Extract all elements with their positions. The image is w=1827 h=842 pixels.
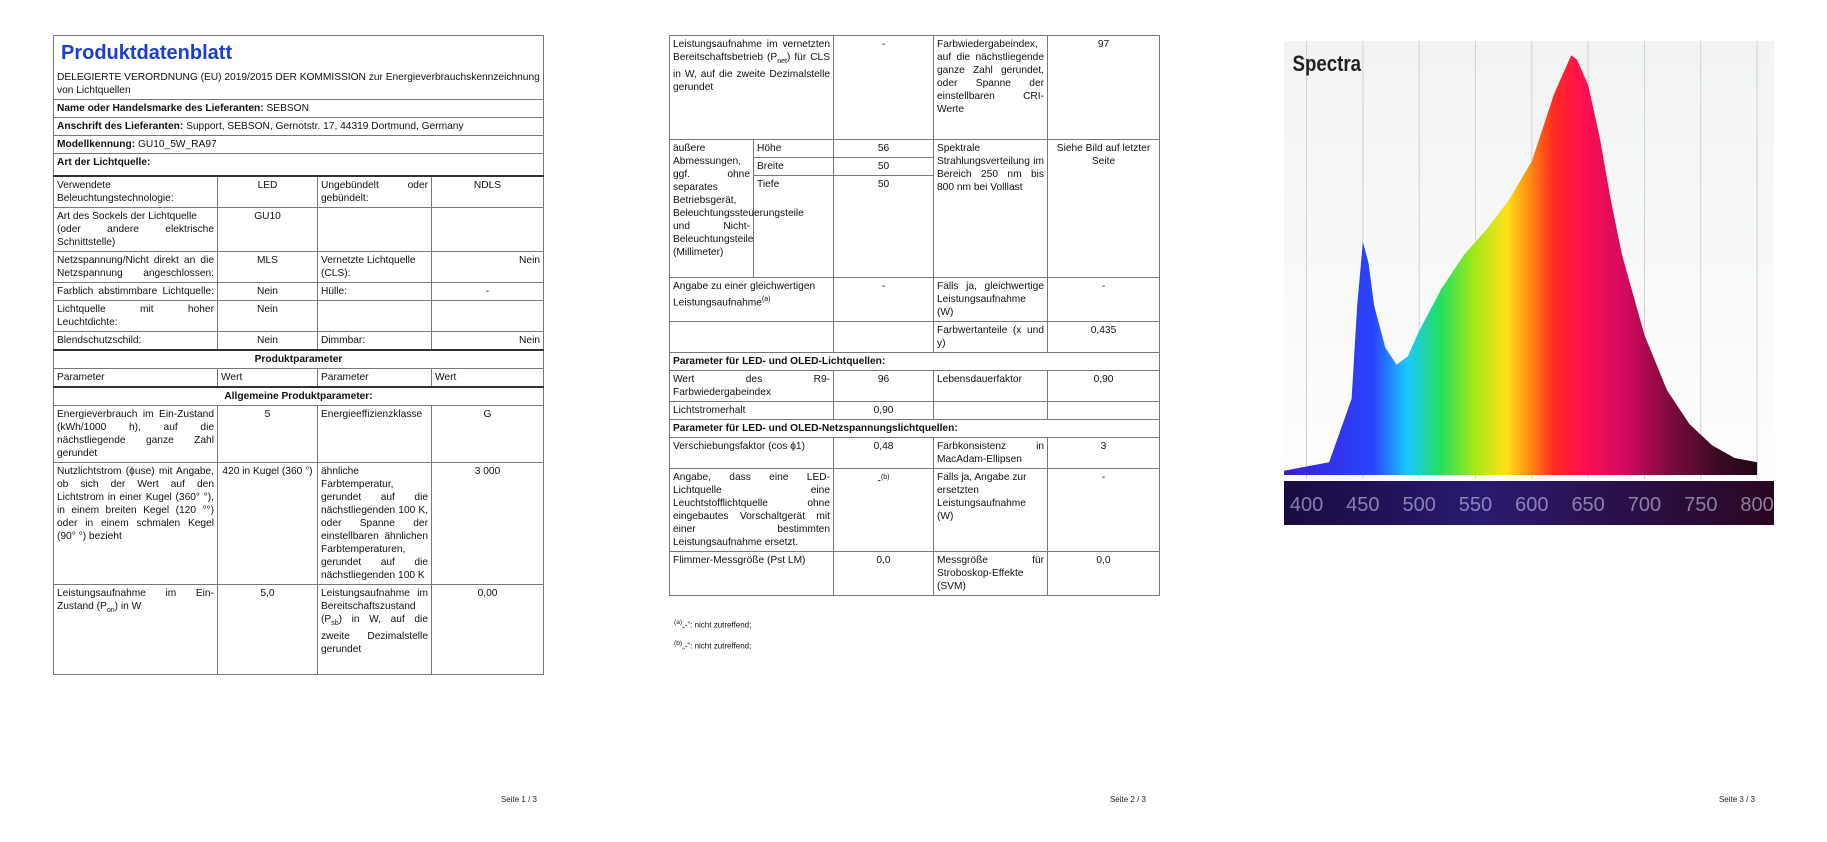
networked-standby-value: - [834,36,934,140]
r9-value: 96 [834,371,934,402]
fluorescent-replacement-dash: - [877,475,881,487]
regulation-text: DELEGIERTE VERORDNUNG (EU) 2019/2015 DER KOMMISSION zur Energieverbrauchskennzeichnung von Lichtquellen [54,69,544,100]
socket-label-line2: (oder andere elektrische Schnittstelle) [57,223,214,248]
product-datasheet-table-continued [669,35,1160,596]
technology-value: LED [218,176,318,208]
lumen-maintenance-value: 0,90 [834,402,934,420]
tunable-value: Nein [218,282,318,300]
footnote-b-label: (b) [674,639,683,647]
spectral-distribution-value: Siehe Bild auf letzter Seite [1048,140,1160,278]
networked-standby-unit: ) für CLS in W, auf die zweite Dezimalstelle gerundet [673,52,831,94]
page-1 [0,0,609,842]
standby-power-value: 0,00 [432,584,544,674]
energy-consumption-label: Energieverbrauch im Ein-Zustand (kWh/1000 h), auf die nächstliegende ganze Zahl gerundet [54,405,218,462]
lumen-maintenance-label: Lichtstromerhalt [670,402,834,420]
page-number-3: Seite 3 / 3 [1718,795,1755,804]
supplier-row [54,100,544,118]
ndls-value: NDLS [432,176,544,208]
page-number-1: Seite 1 / 3 [500,795,537,804]
height-value: 56 [834,140,934,158]
flicker-value: 0,0 [834,552,934,596]
footnotes [674,614,751,655]
luminous-flux-value: 420 in Kugel (360 °) [218,462,318,584]
on-power-label-unit: ) in W [114,600,142,612]
footnote-b-mark: (b) [880,474,890,481]
page-title: Produktdatenblatt [61,42,233,64]
scale-label-750: 750 [1684,494,1718,516]
scale-label-800: 800 [1740,494,1774,516]
fluorescent-replacement-label: Angabe, dass eine LED-Lichtquelle eine Leuchtstofflichtquelle ohne eingebautes Vorschaltgerät mit einer bestimmten Leistungsaufnahme ersetzt. [670,469,834,552]
cri-value: 97 [1048,36,1160,140]
page-3 [1218,0,1827,842]
model-row [54,136,544,154]
stroboscopic-label: Messgröße für Stroboskop-Effekte (SVM) [934,552,1048,596]
flicker-label: Flimmer-Messgröße (Pst LM) [670,552,834,596]
cls-value: Nein [432,251,544,282]
scale-label-500: 500 [1402,494,1436,516]
equivalent-power-value: - [834,278,934,322]
survival-factor-label: Lebensdauerfaktor [934,371,1048,402]
footnote-b-text: „-“: nicht zutreffend; [682,641,752,651]
colour-consistency-label: Farbkonsistenz in MacAdam-Ellipsen [934,438,1048,469]
dimensions-label: äußere Abmessungen, ggf. ohne separates Betriebsgerät, Beleuchtungssteuerungsteile und Nicht-Beleuchtungsteile (Millimeter) [670,140,754,278]
antiglare-value: Nein [218,331,318,350]
efficiency-class-value: G [432,405,544,462]
standby-power-label-text: Leistungsaufnahme im Bereitschaftszustand (P [321,587,428,625]
tunable-label: Farblich abstimmbare Lichtquelle: [54,282,218,300]
energy-consumption-value: 5 [218,405,318,462]
product-datasheet-table [53,35,544,675]
standby-power-subscript: sb [331,619,339,627]
scale-label-600: 600 [1515,494,1549,516]
standby-power-label [318,584,432,674]
scale-label-450: 450 [1346,494,1380,516]
socket-label [54,207,218,251]
width-label: Breite [754,158,834,176]
antiglare-label: Blendschutzschild: [54,331,218,350]
networked-standby-label [670,36,834,140]
footnote-a-mark: (a) [761,296,771,303]
footnote-b [674,635,751,656]
r9-label: Wert des R9-Farbwiedergabeindex [670,371,834,402]
footnote-a-text: „-“: nicht zutreffend; [682,620,752,630]
replaced-power-value: - [1048,469,1160,552]
dimmable-value: Nein [432,331,544,350]
height-label: Höhe [754,140,834,158]
depth-label: Tiefe [754,176,834,278]
on-power-subscript: on [106,606,115,614]
address-label: Anschrift des Lieferanten: [57,121,184,132]
efficiency-class-label: Energieeffizienzklasse [318,405,432,462]
luminous-flux-label: Nutzlichtstrom (ϕuse) mit Angabe, ob sich der Wert auf den Lichtstrom in einer Kugel (360° °), in einem breiten Kegel (120 °°) oder in einem schmalen Kegel (90° °) bezieht [54,462,218,584]
equivalent-power-w-label: Falls ja, gleichwertige Leistungsaufnahme (W) [934,278,1048,322]
supplier-label: Name oder Handelsmarke des Lieferanten: [57,103,264,114]
led-params-heading: Parameter für LED- und OLED-Lichtquellen: [670,353,1160,371]
displacement-factor-value: 0,48 [834,438,934,469]
col-header-parameter: Parameter [54,368,218,387]
high-luminance-label: Lichtquelle mit hoher Leuchtdichte: [54,300,218,331]
footnote-a-label: (a) [674,619,683,626]
address-value: Support, SEBSON, Gernotstr. 17, 44319 Dortmund, Germany [186,121,464,132]
general-params-heading: Allgemeine Produktparameter: [54,387,544,406]
light-source-type-label: Art der Lichtquelle: [54,154,544,176]
high-luminance-value: Nein [218,300,318,331]
colour-consistency-value: 3 [1048,438,1160,469]
footnote-a [674,614,751,635]
page-2 [609,0,1218,842]
standby-power-label-unit: ) in W, auf die zweite Dezimalstelle gerundet [321,613,428,655]
stroboscopic-value: 0,0 [1048,552,1160,596]
technology-label: Verwendete Beleuchtungstechnologie: [54,176,218,208]
chromaticity-value: 0,435 [1048,322,1160,353]
networked-standby-subscript: net [777,58,787,66]
spectrum-title: Spectra [1292,52,1362,77]
scale-label-400: 400 [1289,494,1324,516]
mains-label: Netzspannung/Nicht direkt an die Netzspannung angeschlossen: [54,251,218,282]
equivalent-power-label [670,278,834,322]
socket-value: GU10 [218,207,318,251]
model-label: Modellkennung: [57,139,136,150]
on-power-label-text: Leistungsaufnahme im Ein-Zustand (P [57,587,214,612]
scale-label-650: 650 [1571,494,1605,516]
model-value: GU10_5W_RA97 [137,139,217,150]
chromaticity-label: Farbwertanteile (x und y) [934,322,1048,353]
networked-standby-text: Leistungsaufnahme im vernetzten Bereitschaftsbetrieb (P [673,39,831,63]
socket-label-line1: Art des Sockels der Lichtquelle [57,210,197,222]
width-value: 50 [834,158,934,176]
col-header-value: Wert [218,368,318,387]
mains-led-params-heading: Parameter für LED- und OLED-Netzspannungslichtquellen: [670,420,1160,438]
replaced-power-label: Falls ja, Angabe zur ersetzten Leistungsaufnahme (W) [934,469,1048,552]
col-header-parameter-2: Parameter [318,368,432,387]
product-params-heading: Produktparameter [54,350,544,369]
cls-label: Vernetzte Lichtquelle (CLS): [318,251,432,282]
dimmable-label: Dimmbar: [318,331,432,350]
on-power-value: 5,0 [218,584,318,674]
ndls-label: Ungebündelt oder gebündelt: [318,176,432,208]
supplier-value: SEBSON [266,103,309,114]
equivalent-power-w-value: - [1048,278,1160,322]
mains-value: MLS [218,251,318,282]
address-row [54,118,544,136]
survival-factor-value: 0,90 [1048,371,1160,402]
page-number-2: Seite 2 / 3 [1109,795,1146,804]
cct-value: 3 000 [432,462,544,584]
spectral-distribution-label: Spektrale Strahlungsverteilung im Bereich 250 nm bis 800 nm bei Volllast [934,140,1048,278]
on-power-label [54,584,218,674]
scale-label-700: 700 [1627,494,1662,516]
wavelength-scale-labels [1290,494,1774,516]
cri-label: Farbwiedergabeindex, auf die nächstliegende ganze Zahl gerundet, oder Spanne der einstellbaren CRI-Werte [934,36,1048,140]
depth-value: 50 [834,176,934,278]
equivalent-power-text: Angabe zu einer gleichwertigen Leistungsaufnahme [673,281,816,309]
envelope-value: - [432,282,544,300]
fluorescent-replacement-value [834,469,934,552]
displacement-factor-label: Verschiebungsfaktor (cos ϕ1) [670,438,834,469]
spectrum-chart [1284,41,1774,525]
scale-label-550: 550 [1458,494,1493,516]
cct-label: ähnliche Farbtemperatur, gerundet auf die nächstliegenden 100 K, oder Spanne der einstellbaren ähnlichen Farbtemperaturen, gerundet auf die nächstliegenden 100 K [318,462,432,584]
col-header-value-2: Wert [432,368,544,387]
envelope-label: Hülle: [318,282,432,300]
